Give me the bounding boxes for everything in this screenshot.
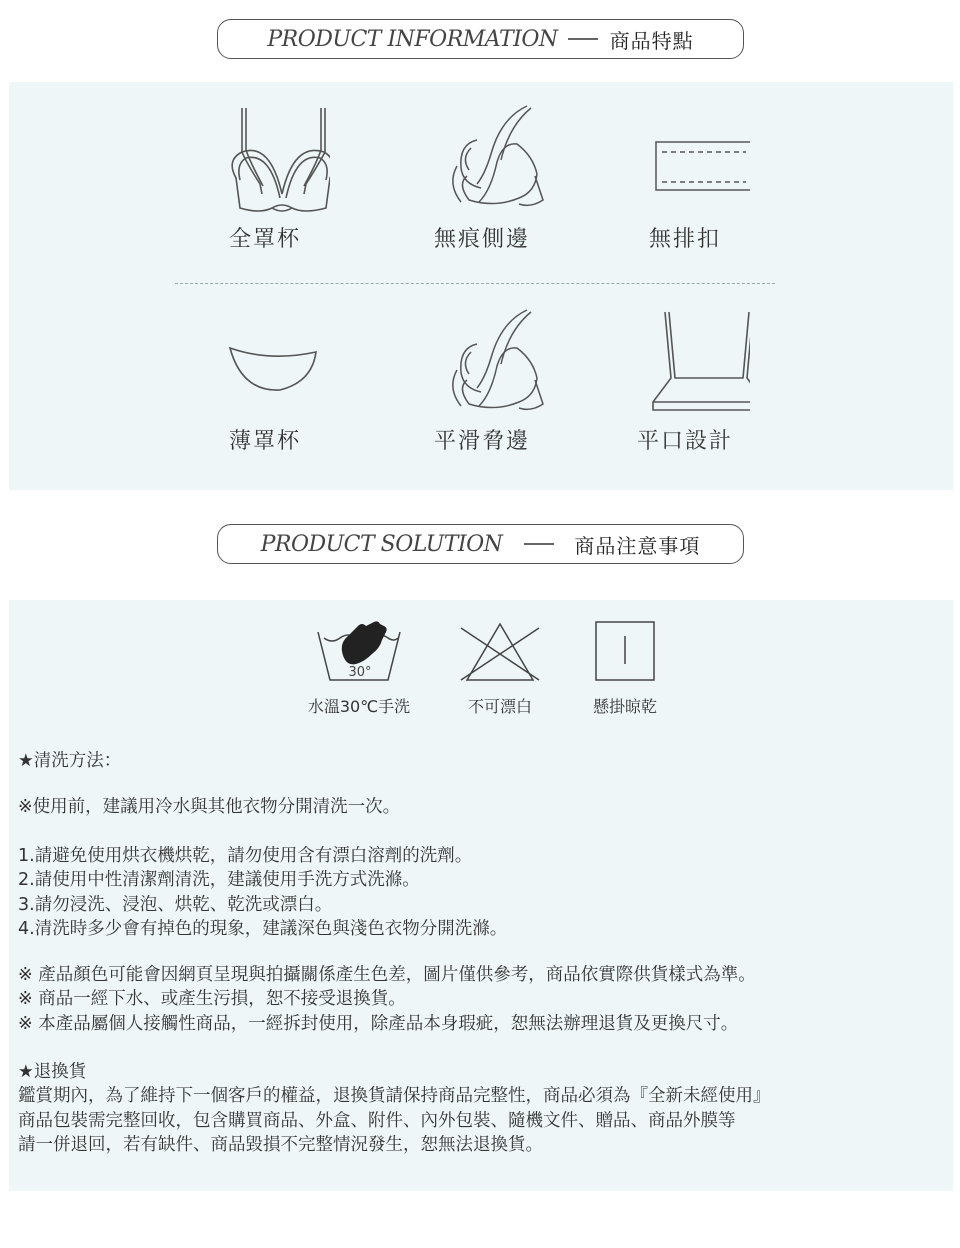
care-label: 懸掛晾乾 [592, 697, 657, 716]
list-item: 鑑賞期內，為了維持下一個客戶的權益，退換貨請保持商品完整性，商品必須為『全新未經使用』 [18, 1086, 771, 1107]
feature-full-cup [175, 104, 355, 253]
feature-flat-neckline [595, 306, 775, 455]
feature-thin-cup [175, 306, 355, 455]
seamless-side-bra-icon [417, 104, 547, 216]
feature-label: 無排扣 [648, 227, 721, 252]
list-item: 商品包裝需完整回收，包含購買商品、外盒、附件、內外包裝、隨機文件、贈品、商品外膜等 [18, 1110, 736, 1131]
care-label: 不可漂白 [467, 697, 532, 716]
feature-no-hook [595, 104, 775, 253]
wash-temperature-text: 30° [348, 665, 372, 680]
feature-label: 平滑脅邊 [433, 429, 530, 454]
smooth-side-bra-icon [417, 306, 547, 418]
care-hand-wash [296, 614, 422, 717]
list-item: 4.清洗時多少會有掉色的現象，建議深色與淺色衣物分開洗滌。 [18, 918, 508, 939]
notices [18, 963, 756, 1036]
header-english-title: PRODUCT SOLUTION [260, 531, 503, 557]
washing-note: ※使用前，建議用冷水與其他衣物分開清洗一次。 [18, 797, 401, 817]
section-header-product-information [217, 19, 744, 59]
thin-cup-icon [200, 306, 330, 418]
list-item: 3.請勿浸洗、浸泡、烘乾、乾洗或漂白。 [18, 894, 333, 915]
hang-dry-icon [580, 614, 670, 686]
list-item: 1.請避免使用烘衣機烘乾，請勿使用含有漂白溶劑的洗劑。 [18, 846, 473, 866]
header-divider [524, 543, 554, 545]
header-english-title: PRODUCT INFORMATION [267, 26, 558, 52]
full-cup-bra-icon [200, 104, 330, 216]
feature-label: 平口設計 [636, 429, 733, 454]
list-item: ※ 產品顏色可能會因網頁呈現與拍攝關係產生色差，圖片僅供參考，商品依實際供貨樣式為準。 [18, 965, 756, 985]
feature-seamless-side [392, 104, 572, 253]
header-chinese-title: 商品特點 [609, 28, 694, 53]
feature-label: 薄罩杯 [228, 429, 301, 454]
list-item: ※ 本產品屬個人接觸性商品，一經拆封使用，除產品本身瑕疵，恕無法辦理退貨及更換尺寸。 [18, 1013, 739, 1034]
no-hook-band-icon [620, 104, 750, 216]
section-header-product-solution [217, 524, 744, 564]
care-no-bleach [452, 614, 548, 717]
hand-wash-30-icon [314, 614, 404, 686]
features-divider [175, 283, 775, 284]
washing-steps [18, 844, 507, 941]
list-item: 請一併退回，若有缺件、商品毀損不完整情況發生，恕無法退換貨。 [18, 1134, 543, 1155]
no-bleach-icon [455, 614, 545, 686]
returns-title: ★退換貨 [18, 1062, 87, 1082]
feature-label: 無痕側邊 [433, 227, 530, 252]
header-divider [568, 38, 598, 40]
list-item: ※ 商品一經下水、或產生污損，恕不接受退換貨。 [18, 989, 406, 1010]
returns-section [18, 1060, 771, 1157]
flat-neckline-icon [620, 306, 750, 418]
header-chinese-title: 商品注意事項 [574, 533, 701, 558]
feature-smooth-side [392, 306, 572, 455]
feature-label: 全罩杯 [228, 227, 301, 252]
care-label: 水溫30℃手洗 [307, 697, 411, 716]
washing-title: ★清洗方法： [18, 751, 122, 771]
list-item: 2.請使用中性清潔劑清洗，建議使用手洗方式洗滌。 [18, 870, 420, 891]
care-hang-dry [580, 614, 670, 717]
